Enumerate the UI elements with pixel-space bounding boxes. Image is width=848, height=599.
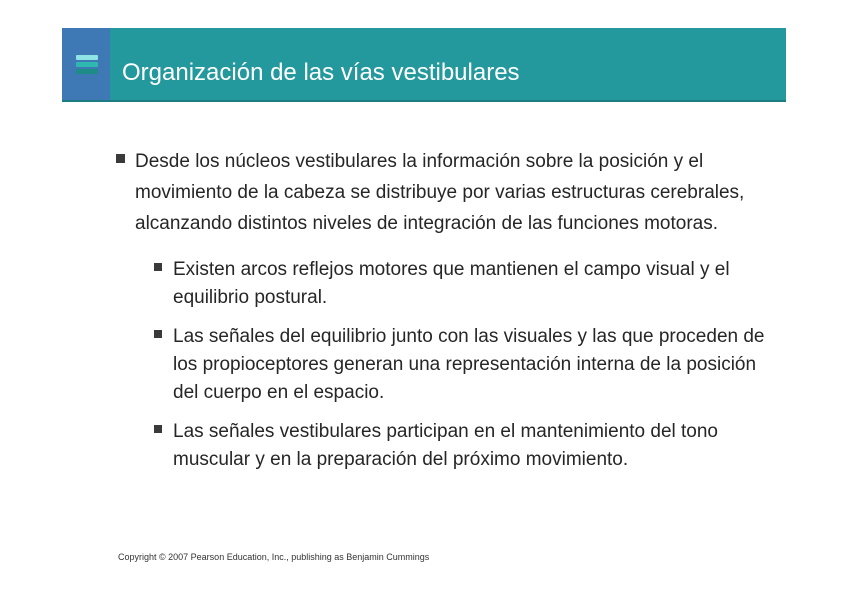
square-bullet-icon [154, 425, 162, 433]
sub-bullet-text: Existen arcos reflejos motores que mantienen el campo visual y el equilibrio postural. [173, 259, 730, 308]
sub-bullet-item [154, 418, 776, 474]
copyright-footer: Copyright © 2007 Pearson Education, Inc., publishing as Benjamin Cummings [118, 552, 430, 562]
square-bullet-icon [116, 154, 125, 163]
sub-bullet-text: Las señales vestibulares participan en el mantenimiento del tono muscular y en la preparación del próximo movimiento. [173, 421, 718, 470]
slide-title: Organización de las vías vestibulares [122, 59, 520, 86]
sub-bullet-item [154, 323, 776, 407]
bullet-list [116, 146, 776, 474]
square-bullet-icon [154, 330, 162, 338]
bullet-item [116, 146, 776, 239]
sub-bullet-item [154, 256, 776, 312]
sub-bullet-text: Las señales del equilibrio junto con las visuales y las que proceden de los propioceptores generan una representación interna de la posición del cuerpo en el espacio. [173, 326, 765, 403]
bullet-text: Desde los núcleos vestibulares la información sobre la posición y el movimiento de la cabeza se distribuye por varias estructuras cerebrales, alcanzando distintos niveles de integración de las funciones motoras. [135, 151, 745, 234]
stacked-stripes-icon [76, 55, 98, 75]
title-accent-block [62, 28, 110, 100]
title-bar [62, 28, 786, 102]
square-bullet-icon [154, 263, 162, 271]
